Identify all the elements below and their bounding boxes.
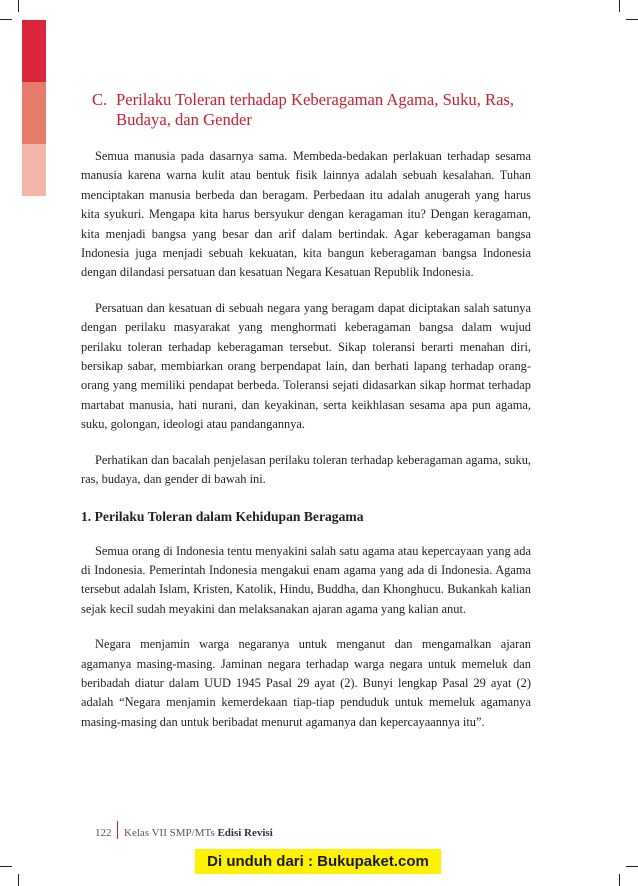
footer-divider bbox=[117, 821, 118, 839]
edition-label: Edisi Revisi bbox=[217, 827, 273, 839]
crop-mark bbox=[18, 0, 19, 12]
book-title: Kelas VII SMP/MTs bbox=[124, 827, 215, 839]
paragraph: Persatuan dan kesatuan di sebuah negara yang beragam dapat diciptakan salah satunya dengan perilaku masyarakat yang menghormati keberagaman bangsa dalam wujud perilaku toleran terhadap keberagaman tersebut. Sikap toleransi berarti menahan diri, bersikap sabar, membiarkan orang berpendapat lain, dan berhati lapang terhadap orang-orang yang memiliki pendapat berbeda. Toleransi sejati didasarkan sikap hormat terhadap martabat manusia, hati nurani, dan keyakinan, serta keikhlasan sesama apa pun agama, suku, golongan, ideologi atau pandangannya. bbox=[81, 300, 531, 432]
crop-mark bbox=[0, 866, 12, 867]
crop-mark bbox=[0, 19, 12, 20]
book-info bbox=[124, 827, 273, 839]
page-number: 122 bbox=[95, 827, 112, 839]
section-letter: C. bbox=[92, 90, 108, 109]
section-title: Perilaku Toleran terhadap Keberagaman Agama, Suku, Ras, Budaya, dan Gender bbox=[116, 90, 515, 129]
paragraph: Perhatikan dan bacalah penjelasan perilaku toleran terhadap keberagaman agama, suku, ras, budaya, dan gender di bawah ini. bbox=[81, 452, 531, 487]
decorative-band-light bbox=[22, 144, 46, 196]
paragraph: Semua orang di Indonesia tentu menyakini salah satu agama atau kepercayaan yang ada di Indonesia. Pemerintah Indonesia mengakui enam agama yang ada di Indonesia. Agama tersebut adalah Islam, Kristen, Katolik, Hindu, Buddha, dan Khonghucu. Bukankah kalian sejak kecil sudah meyakini dan melaksanakan ajaran agama yang kalian anut. bbox=[81, 543, 531, 616]
decorative-band-dark bbox=[22, 20, 46, 82]
crop-mark bbox=[619, 874, 620, 886]
crop-mark bbox=[626, 19, 638, 20]
body-content bbox=[81, 147, 531, 732]
subsection-number: 1. bbox=[81, 508, 92, 524]
download-source-link[interactable]: Di unduh dari : Bukupaket.com bbox=[195, 849, 441, 874]
decorative-band-medium bbox=[22, 82, 46, 144]
crop-mark bbox=[18, 874, 19, 886]
section-heading bbox=[92, 90, 542, 130]
paragraph: Negara menjamin warga negaranya untuk menganut dan mengamalkan ajaran agamanya masing-masing. Jaminan negara terhadap warga negara untuk memeluk dan beribadah diatur dalam UUD 1945 Pasal 29 ayat (2). Bunyi lengkap Pasal 29 ayat (2) adalah “Negara menjamin kemerdekaan tiap-tiap penduduk untuk memeluk agamanya masing-masing dan untuk beribadat menurut agamanya dan kepercayaannya itu”. bbox=[81, 637, 531, 729]
paragraph: Semua manusia pada dasarnya sama. Membeda-bedakan perlakuan terhadap sesama manusia karena warna kulit atau bentuk fisik lainnya adalah sebuah kesalahan. Tuhan menciptakan manusia berbeda dan beragam. Perbedaan itu adalah anugerah yang harus kita syukuri. Mengapa kita harus bersyukur dengan keragaman itu? Dengan keragaman, kita menjadi bangsa yang besar dan arif dalam bertindak. Agar keberagaman bangsa Indonesia juga menjadi sebuah kekuatan, kita bangun keberagaman bangsa Indonesia dengan dilandasi persatuan dan kesatuan Negara Kesatuan Republik Indonesia. bbox=[81, 149, 531, 280]
crop-mark bbox=[619, 0, 620, 12]
subsection-title: Perilaku Toleran dalam Kehidupan Beragama bbox=[94, 508, 364, 524]
subsection-heading bbox=[81, 508, 531, 526]
crop-mark bbox=[626, 866, 638, 867]
